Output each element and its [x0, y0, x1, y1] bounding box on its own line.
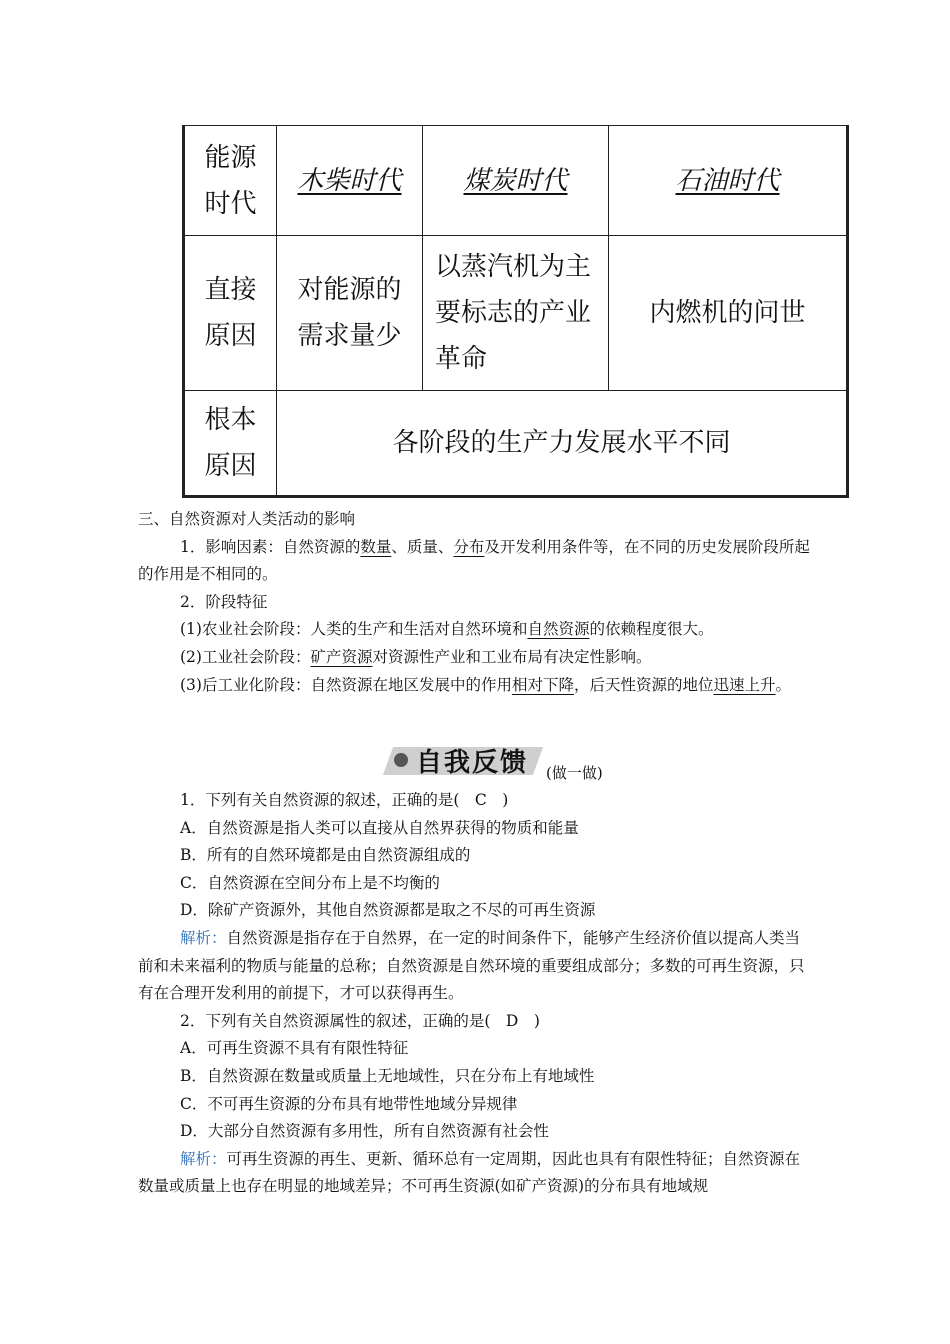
q2-option-d: D．大部分自然资源有多用性，所有自然资源有社会性 [180, 1122, 549, 1141]
banner-title: 自我反馈 [416, 748, 529, 778]
q2-explanation: 解析：可再生资源的再生、更新、循环总有一定周期，因此也具有有限性特征；自然资源在数量或质量上也存在明显的地域差异；不可再生资源(如矿产资源)的分布具有地域规 [138, 1149, 801, 1196]
q1-option-c: C．自然资源在空间分布上是不均衡的 [180, 873, 440, 892]
questions [138, 787, 814, 1201]
section3-p5: (3)后工业化阶段：自然资源在地区发展中的作用相对下降，后天性资源的地位迅速上升。 [180, 675, 792, 694]
self-feedback-banner [388, 738, 548, 780]
q1-option-a: A．自然资源是指人类可以直接从自然界获得的物质和能量 [180, 818, 579, 837]
q1-stem: 1．下列有关自然资源的叙述，正确的是( C ) [180, 791, 509, 809]
era-oil: 石油时代 [609, 126, 848, 236]
row-label-era: 能源 时代 [184, 126, 277, 236]
banner-subtitle: (做一做) [546, 764, 603, 782]
section3-p4: (2)工业社会阶段：矿产资源对资源性产业和工业布局有决定性影响。 [180, 647, 652, 666]
q2-stem: 2．下列有关自然资源属性的叙述，正确的是( D ) [180, 1011, 540, 1030]
energy-era-table [182, 125, 849, 498]
era-coal: 煤炭时代 [423, 126, 609, 236]
era-wood: 木柴时代 [277, 126, 423, 236]
q1-explanation: 解析：自然资源是指存在于自然界，在一定的时间条件下，能够产生经济价值以提高人类当前和未来福利的物质与能量的总称；自然资源是自然环境的重要组成部分；多数的可再生资源，只有在合理开发利用的前提下，才可以获得再生。 [138, 928, 805, 1003]
cause-wood: 对能源的 需求量少 [277, 236, 423, 391]
cause-oil: 内燃机的问世 [609, 236, 848, 391]
section3-p1: 1．影响因素：自然资源的数量、质量、分布及开发利用条件等，在不同的历史发展阶段所起的作用是不相同的。 [138, 537, 810, 584]
row-label-direct-cause: 直接 原因 [184, 236, 277, 391]
q2-option-c: C．不可再生资源的分布具有地带性地域分异规律 [180, 1094, 518, 1113]
section3-p3: (1)农业社会阶段：人类的生产和生活对自然环境和自然资源的依赖程度很大。 [180, 620, 714, 639]
section3-p2: 2．阶段特征 [180, 592, 268, 611]
section3 [138, 506, 814, 699]
row-label-root-cause: 根本 原因 [184, 391, 277, 497]
cause-coal: 以蒸汽机为主 要标志的产业 革命 [423, 236, 609, 391]
q2-option-a: A．可再生资源不具有有限性特征 [180, 1039, 409, 1058]
root-cause: 各阶段的生产力发展水平不同 [277, 391, 848, 497]
q2-option-b: B．自然资源在数量或质量上无地域性，只在分布上有地域性 [180, 1066, 595, 1085]
bullet-dot-icon [394, 753, 408, 767]
q1-option-b: B．所有的自然环境都是由自然资源组成的 [180, 846, 471, 865]
q1-option-d: D．除矿产资源外，其他自然资源都是取之不尽的可再生资源 [180, 901, 596, 920]
section3-heading: 三、自然资源对人类活动的影响 [138, 510, 356, 528]
